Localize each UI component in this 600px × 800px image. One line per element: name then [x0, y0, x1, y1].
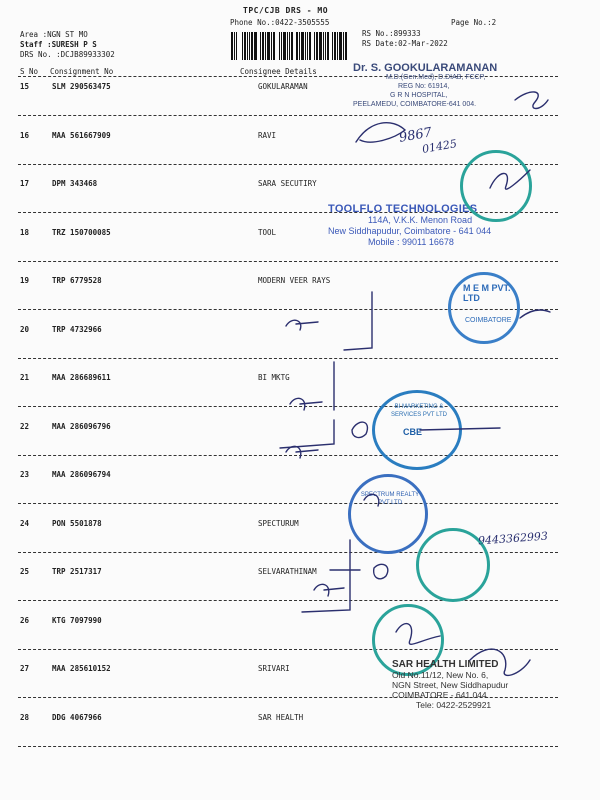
barcode-bar: [301, 32, 304, 60]
barcode-bar: [231, 32, 233, 60]
barcode-bar: [337, 32, 338, 60]
consignment-number: SLM 290563475: [52, 82, 111, 91]
area-label: Area :NGN ST MO: [20, 30, 88, 39]
toolflo-stamp: TOOLFLO TECHNOLOGIES 114A, V.K.K. Menon Road New Siddhapudur, Coimbatore - 641 044 Mobile : 99011 16678: [328, 203, 492, 247]
column-header-consignment: Consignment No: [50, 67, 114, 76]
barcode-bar: [305, 32, 306, 60]
barcode-bar: [251, 32, 253, 60]
barcode: [231, 32, 357, 60]
barcode-bar: [334, 32, 336, 60]
consignment-number: DDG 4067966: [52, 713, 102, 722]
barcode-bar: [254, 32, 257, 60]
handwritten-phone-part1: 9867: [397, 125, 434, 146]
column-header-details: Consignee Details: [240, 67, 317, 76]
consignment-number: MAA 561667909: [52, 131, 111, 140]
consignment-row: [0, 373, 600, 413]
doctor-stamp: Dr. S. GOOKULARAMANAN M.D.(Gen.Med), D.DIAB, FCCP, REG No: 61914, G R N HOSPITAL, PEELAMEDU, COIMBATORE-641 004.: [353, 62, 498, 108]
consignment-number: MAA 286096794: [52, 470, 111, 479]
consignment-row: [0, 664, 600, 704]
barcode-bar: [296, 32, 298, 60]
bi-marketing-stamp: BI MARKETING & SERVICES PVT LTD CBE: [372, 390, 462, 470]
serial-number: 27: [20, 664, 30, 673]
barcode-bar: [332, 32, 333, 60]
spectrum-stamp: SPECTRUM REALTY PVT LTD: [348, 474, 428, 554]
consignment-row: [0, 616, 600, 656]
sheet-title: TPC/CJB DRS - MO: [243, 6, 329, 15]
consignment-number: PON 5501878: [52, 519, 102, 528]
serial-number: 17: [20, 179, 30, 188]
serial-number: 24: [20, 519, 30, 528]
barcode-bar: [287, 32, 288, 60]
consignment-number: TRP 6779528: [52, 276, 102, 285]
drs-number: DRS No. :DCJB89933302: [20, 50, 115, 59]
barcode-bar: [260, 32, 261, 60]
consignment-number: TRP 2517317: [52, 567, 102, 576]
consignment-row: [0, 82, 600, 122]
handwritten-phone-part2: 01425: [421, 137, 458, 156]
barcode-bar: [283, 32, 286, 60]
consignee-details: SARA SECUTIRY: [258, 179, 317, 188]
row-divider: [18, 746, 558, 747]
barcode-bar: [323, 32, 324, 60]
barcode-bar: [307, 32, 308, 60]
serial-number: 23: [20, 470, 30, 479]
consignee-details: SRIVARI: [258, 664, 290, 673]
consignee-details: MODERN VEER RAYS: [258, 276, 331, 285]
serial-number: 25: [20, 567, 30, 576]
barcode-bar: [316, 32, 318, 60]
row-divider: [18, 600, 558, 601]
barcode-bar: [327, 32, 329, 60]
serial-number: 20: [20, 325, 30, 334]
serial-number: 19: [20, 276, 30, 285]
barcode-bar: [267, 32, 270, 60]
barcode-bar: [289, 32, 290, 60]
serial-number: 18: [20, 228, 30, 237]
rs-number: RS No.:899333: [362, 29, 421, 38]
barcode-bar: [314, 32, 315, 60]
barcode-bar: [236, 32, 237, 60]
barcode-bar: [279, 32, 280, 60]
barcode-bar: [309, 32, 311, 60]
row-divider: [18, 649, 558, 650]
sar-health-stamp: SAR HEALTH LIMITED Old No.11/12, New No. 6, NGN Street, New Siddhapudur COIMBATORE - 641 044. Tele: 0422-2529921: [392, 659, 509, 710]
phone-number: Phone No.:0422-3505555: [230, 18, 330, 27]
barcode-bar: [244, 32, 246, 60]
consignee-details: SELVARATHINAM: [258, 567, 317, 576]
barcode-bar: [262, 32, 264, 60]
row-divider: [18, 455, 558, 456]
mm-company-stamp: M E M PVT. LTD COIMBATORE: [448, 272, 520, 344]
serial-number: 26: [20, 616, 30, 625]
barcode-bar: [273, 32, 275, 60]
staff-label: Staff :SURESH P S: [20, 40, 97, 49]
consignee-details: RAVI: [258, 131, 277, 140]
handwritten-phone-number: 9443362993: [477, 529, 549, 548]
teal-stamp-top: [460, 150, 532, 222]
consignee-details: SPECTURUM: [258, 519, 299, 528]
row-divider: [18, 115, 558, 116]
consignment-number: TRZ 150700085: [52, 228, 111, 237]
rs-date: RS Date:02-Mar-2022: [362, 39, 448, 48]
row-divider: [18, 261, 558, 262]
page-number: Page No.:2: [451, 18, 497, 27]
row-divider: [18, 503, 558, 504]
consignee-details: TOOL: [258, 228, 277, 237]
barcode-bar: [249, 32, 250, 60]
barcode-bar: [299, 32, 300, 60]
serial-number: 21: [20, 373, 30, 382]
consignment-row: [0, 567, 600, 607]
barcode-bar: [271, 32, 272, 60]
barcode-bar: [265, 32, 266, 60]
consignee-details: GOKULARAMAN: [258, 82, 308, 91]
barcode-bar: [291, 32, 293, 60]
serial-number: 28: [20, 713, 30, 722]
barcode-bar: [325, 32, 326, 60]
row-divider: [18, 358, 558, 359]
consignment-number: TRP 4732966: [52, 325, 102, 334]
barcode-bar: [234, 32, 235, 60]
consignment-number: KTG 7097990: [52, 616, 102, 625]
consignment-row: [0, 422, 600, 462]
serial-number: 22: [20, 422, 30, 431]
serial-number: 16: [20, 131, 30, 140]
consignment-number: MAA 285610152: [52, 664, 111, 673]
row-divider: [18, 406, 558, 407]
barcode-bar: [319, 32, 322, 60]
barcode-bar: [345, 32, 347, 60]
consignment-row: [0, 470, 600, 510]
barcode-bar: [242, 32, 243, 60]
column-header-sno: S No: [20, 67, 39, 76]
consignment-number: MAA 286689611: [52, 373, 111, 382]
consignment-number: MAA 286096796: [52, 422, 111, 431]
consignment-row: [0, 713, 600, 753]
consignment-number: DPM 343468: [52, 179, 98, 188]
barcode-bar: [247, 32, 248, 60]
consignee-details: BI MKTG: [258, 373, 290, 382]
consignee-details: SAR HEALTH: [258, 713, 304, 722]
barcode-bar: [281, 32, 282, 60]
barcode-bar: [339, 32, 342, 60]
barcode-bar: [343, 32, 344, 60]
serial-number: 15: [20, 82, 30, 91]
consignment-row: [0, 228, 600, 268]
